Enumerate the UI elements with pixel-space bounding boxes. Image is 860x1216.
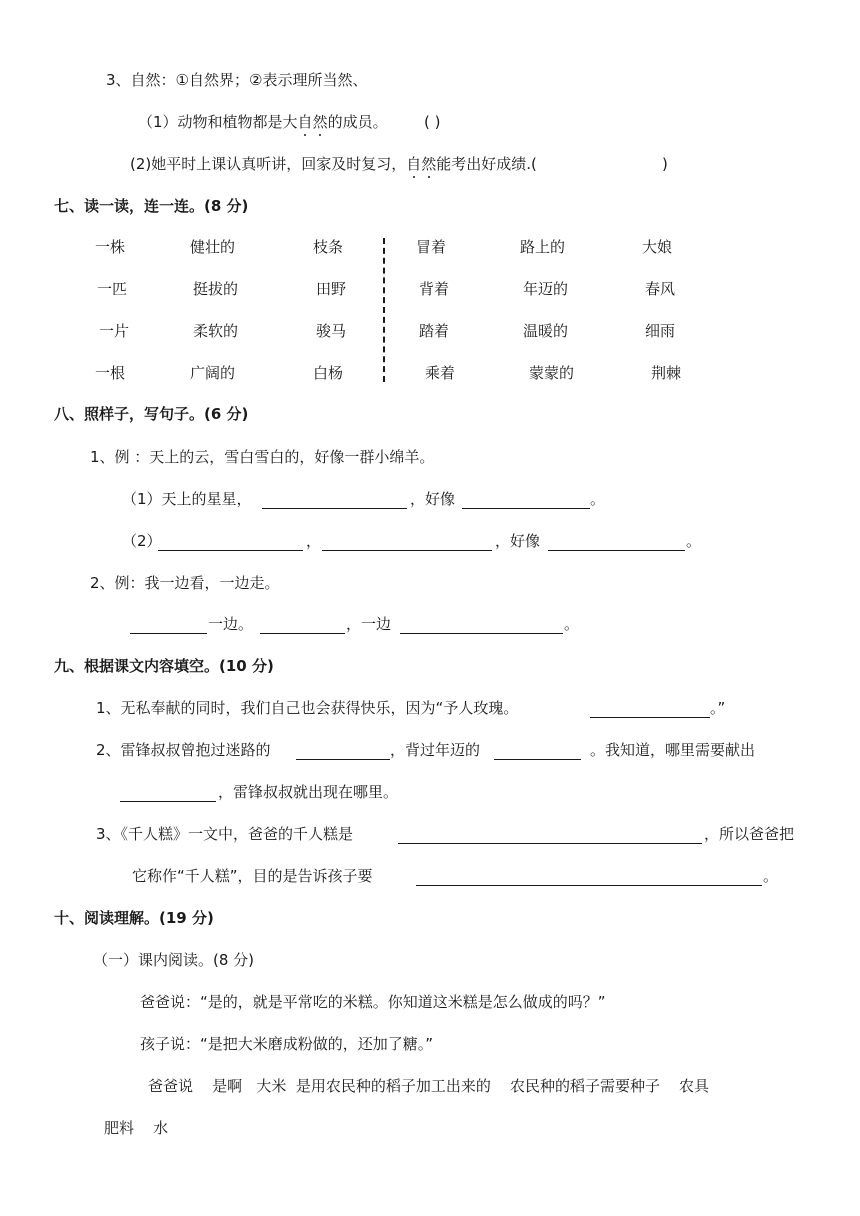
s9-q2-text-a: 2、雷锋叔叔曾抱过迷路的 [96, 741, 271, 759]
s9-q3-text-c: 它称作“千人糕”，目的是告诉孩子要 [132, 867, 373, 885]
answer-blank[interactable] [462, 508, 590, 509]
s8-line1-mid: ，好像 [410, 490, 456, 508]
match-word[interactable]: 一匹 [97, 280, 128, 298]
s8-line3-c: 。 [564, 615, 580, 633]
q3-s2-answer-close[interactable]: ) [662, 155, 668, 173]
s9-q3-text-d: 。 [763, 867, 779, 885]
match-word[interactable]: 踏着 [419, 322, 450, 340]
s10-paragraph-1: 爸爸说：“是的，就是平常吃的米糕。你知道这米糕是怎么做成的吗？” [140, 993, 606, 1011]
answer-blank[interactable] [398, 843, 702, 844]
s9-q3-text-b: ，所以爸爸把 [704, 825, 795, 843]
q3-s1-answer-paren[interactable]: ( ) [424, 113, 441, 131]
s8-line2-comma: ， [306, 532, 322, 550]
s8-line2-prefix: （2） [122, 532, 162, 550]
s8-line3-b: ，一边 [346, 615, 392, 633]
match-word[interactable]: 背着 [419, 280, 450, 298]
s10-subtitle: （一）课内阅读。(8 分) [93, 951, 255, 969]
answer-blank[interactable] [322, 550, 492, 551]
q3-header: 3、自然：①自然界；②表示理所当然、 [106, 71, 368, 89]
s8-example-2: 2、例：我一边看，一边走。 [90, 574, 280, 592]
match-word[interactable]: 乘着 [425, 364, 456, 382]
emphasis-char: 然 [421, 155, 437, 173]
answer-blank[interactable] [130, 633, 207, 634]
s8-line1-end: 。 [590, 490, 606, 508]
s9-q1-text: 1、无私奉献的同时，我们自己也会获得快乐，因为“予人玫瑰。 [96, 699, 519, 717]
emphasis-char: 自 [406, 155, 422, 173]
answer-blank[interactable] [494, 759, 581, 760]
answer-blank[interactable] [400, 633, 563, 634]
section-7-title: 七、读一读，连一连。(8 分) [54, 197, 249, 215]
s9-q2-text-d: ，雷锋叔叔就出现在哪里。 [218, 783, 399, 801]
answer-blank[interactable] [416, 885, 762, 886]
s9-q1-end: 。” [710, 699, 726, 717]
s10-paragraph-3: 爸爸说 是啊 大米 是用农民种的稻子加工出来的 农民种的稻子需要种子 农具 [148, 1077, 710, 1095]
emphasis-char: 然 [312, 113, 328, 131]
match-divider [383, 238, 385, 382]
match-word[interactable]: 骏马 [316, 322, 347, 340]
answer-blank[interactable] [262, 508, 407, 509]
match-word[interactable]: 路上的 [520, 238, 566, 256]
s8-line2-end: 。 [686, 532, 702, 550]
emphasis-char: 自 [297, 113, 313, 131]
match-word[interactable]: 枝条 [313, 238, 344, 256]
answer-blank[interactable] [120, 801, 216, 802]
s9-q2-text-c: 。我知道，哪里需要献出 [590, 741, 756, 759]
q3-s2-text-b: 能考出好成绩.( [436, 155, 537, 173]
section-9-title: 九、根据课文内容填空。(10 分) [54, 657, 274, 675]
match-word[interactable]: 健壮的 [190, 238, 236, 256]
section-10-title: 十、阅读理解。(19 分) [54, 909, 214, 927]
answer-blank[interactable] [296, 759, 390, 760]
match-word[interactable]: 白杨 [313, 364, 344, 382]
match-word[interactable]: 温暖的 [523, 322, 569, 340]
s8-example-1: 1、例 ：天上的云，雪白雪白的，好像一群小绵羊。 [90, 448, 435, 466]
match-word[interactable]: 蒙蒙的 [529, 364, 575, 382]
q3-s1-text-a: （1）动物和植物都是大 [138, 113, 298, 131]
q3-sentence-1 [138, 112, 388, 132]
s8-line1-prefix: （1）天上的星星， [122, 490, 252, 508]
match-word[interactable]: 荆棘 [651, 364, 682, 382]
answer-blank[interactable] [590, 717, 710, 718]
s8-line2-mid: ，好像 [495, 532, 541, 550]
answer-blank[interactable] [158, 550, 303, 551]
match-word[interactable]: 细雨 [645, 322, 676, 340]
match-word[interactable]: 一根 [95, 364, 126, 382]
section-8-title: 八、照样子，写句子。(6 分) [54, 405, 249, 423]
s9-q2-text-b: ，背过年迈的 [390, 741, 481, 759]
q3-s1-text-b: 的成员。 [327, 113, 388, 131]
match-word[interactable]: 广阔的 [190, 364, 236, 382]
answer-blank[interactable] [260, 633, 345, 634]
match-word[interactable]: 冒着 [416, 238, 447, 256]
match-word[interactable]: 柔软的 [193, 322, 239, 340]
match-word[interactable]: 大娘 [642, 238, 673, 256]
s10-paragraph-4: 肥料 水 [104, 1119, 169, 1137]
s9-q3-text-a: 3、《千人糕》一文中，爸爸的千人糕是 [96, 825, 354, 843]
match-word[interactable]: 挺拔的 [193, 280, 239, 298]
match-word[interactable]: 田野 [316, 280, 347, 298]
s10-paragraph-2: 孩子说：“是把大米磨成粉做的，还加了糖。” [140, 1035, 434, 1053]
answer-blank[interactable] [548, 550, 685, 551]
q3-s2-text-a: (2)她平时上课认真听讲，回家及时复习， [130, 155, 407, 173]
s8-line3-a: 一边。 [208, 615, 254, 633]
match-word[interactable]: 一片 [99, 322, 130, 340]
match-word[interactable]: 一株 [95, 238, 126, 256]
match-word[interactable]: 春风 [645, 280, 676, 298]
match-word[interactable]: 年迈的 [523, 280, 569, 298]
q3-sentence-2 [130, 154, 537, 174]
